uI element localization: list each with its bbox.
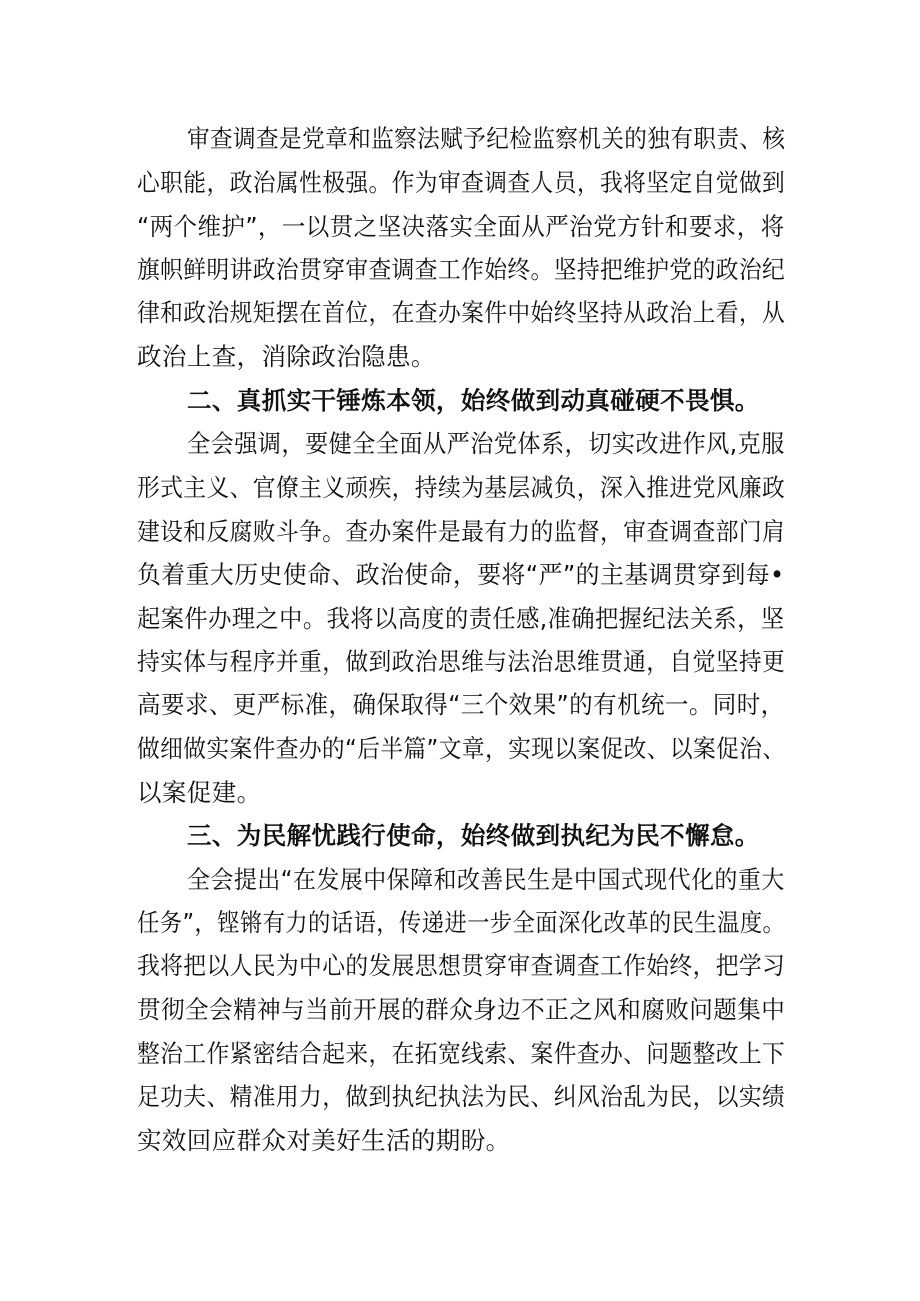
text-line-16: 以案促建。	[137, 778, 262, 807]
text-line-10: 建设和反腐败斗争。查办案件是最有力的监督，审查调查部门肩	[137, 517, 786, 546]
text-line-18: 全会提出“在发展中保障和改善民生是中国式现代化的重大	[187, 865, 785, 894]
text-line-9: 形式主义、官僚主义顽疾，持续为基层减负，深入推进党风廉政	[137, 473, 786, 502]
text-line-19: 任务”，铿锵有力的话语，传递进一步全面深化改革的民生温度。	[137, 908, 786, 937]
text-line-5: 律和政治规矩摆在首位，在查办案件中始终坚持从政治上看，从	[137, 298, 786, 327]
text-line-1: 审查调查是党章和监察法赋予纪检监察机关的独有职责、核	[187, 124, 786, 153]
text-line-14: 高要求、更严标准，确保取得“三个效果”的有机统一。同时，	[137, 690, 785, 719]
text-line-21: 贯彻全会精神与当前开展的群众身边不正之风和腐败问题集中	[137, 995, 786, 1024]
text-line-20: 我将把以人民为中心的发展思想贯穿审查调查工作始终，把学习	[137, 951, 786, 980]
text-line-8: 全会强调，要健全全面从严治党体系，切实改进作风,克服	[187, 429, 785, 458]
text-line-23: 足功夫、精准用力，做到执纪执法为民、纠风治乱为民，以实绩	[137, 1082, 786, 1111]
text-line-13: 持实体与程序并重，做到政治思维与法治思维贯通，自觉坚持更	[137, 647, 786, 676]
text-line-24: 实效回应群众对美好生活的期盼。	[137, 1126, 511, 1155]
text-line-4: 旗帜鲜明讲政治贯穿审查调查工作始终。坚持把维护党的政治纪	[137, 255, 786, 284]
text-line-6: 政治上查，消除政治隐患。	[137, 342, 436, 371]
text-line-11: 负着重大历史使命、政治使命，要将“严”的主基调贯穿到每•	[137, 560, 785, 589]
text-line-12: 起案件办理之中。我将以高度的责任感,准确把握纪法关系，坚	[137, 604, 785, 633]
text-line-3: “两个维护”，一以贯之坚决落实全面从严治党方针和要求，将	[137, 212, 785, 241]
section-heading-2: 二、真抓实干锤炼本领，始终做到动真碰硬不畏惧。	[187, 386, 760, 415]
section-heading-3: 三、为民解忧践行使命，始终做到执纪为民不懈怠。	[187, 821, 760, 850]
text-line-2: 心职能，政治属性极强。作为审查调查人员，我将坚定自觉做到	[137, 168, 786, 197]
text-line-15: 做细做实案件查办的“后半篇”文章，实现以案促改、以案促治、	[137, 734, 786, 763]
text-line-22: 整治工作紧密结合起来，在拓宽线索、案件查办、问题整改上下	[137, 1039, 786, 1068]
